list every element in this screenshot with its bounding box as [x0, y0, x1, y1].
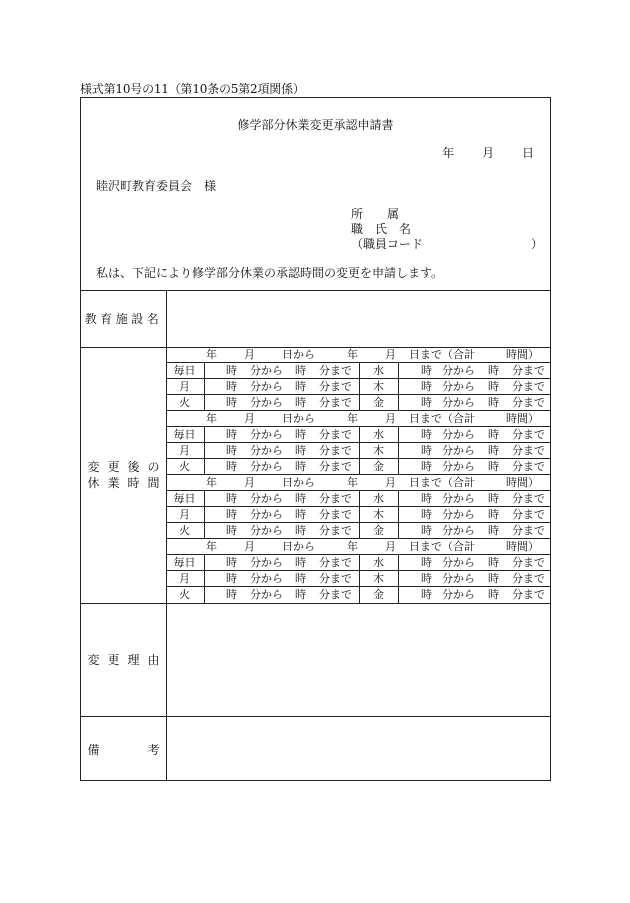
to-hour: 時 — [488, 556, 499, 569]
end-year: 年 — [347, 540, 358, 553]
to-minute: 分まで — [319, 588, 352, 601]
from-minute: 分から — [250, 364, 283, 377]
from-hour: 時 — [226, 428, 237, 441]
start-year: 年 — [206, 412, 217, 425]
cell-divider — [204, 523, 205, 538]
to-hour: 時 — [295, 460, 306, 473]
day-label: 金 — [373, 524, 384, 537]
day-label: 水 — [373, 364, 384, 377]
from-minute: 分から — [250, 588, 283, 601]
from-minute: 分から — [250, 508, 283, 521]
cell-divider — [398, 427, 399, 442]
end-year: 年 — [347, 348, 358, 361]
day-label: 水 — [373, 556, 384, 569]
from-hour: 時 — [226, 396, 237, 409]
cell-divider — [398, 571, 399, 586]
affiliation-label: 所 属 — [351, 207, 400, 221]
from-hour: 時 — [226, 588, 237, 601]
day-label: 金 — [373, 460, 384, 473]
to-minute: 分まで — [512, 508, 545, 521]
cell-divider — [398, 459, 399, 474]
start-day: 日から — [282, 540, 315, 553]
start-day: 日から — [282, 476, 315, 489]
from-minute: 分から — [442, 572, 475, 585]
from-hour: 時 — [226, 492, 237, 505]
from-hour: 時 — [421, 396, 432, 409]
end-month: 月 — [385, 348, 396, 361]
from-hour: 時 — [421, 492, 432, 505]
cell-divider — [204, 427, 205, 442]
from-minute: 分から — [250, 556, 283, 569]
cell-divider — [204, 379, 205, 394]
to-hour: 時 — [488, 444, 499, 457]
day-label: 火 — [179, 524, 190, 537]
cell-divider — [398, 395, 399, 410]
cell-divider — [204, 459, 205, 474]
day-row — [166, 427, 550, 443]
label-char: 更 — [107, 460, 120, 474]
to-hour: 時 — [488, 396, 499, 409]
to-minute: 分まで — [319, 556, 352, 569]
day-label: 金 — [373, 396, 384, 409]
from-minute: 分から — [250, 380, 283, 393]
start-year: 年 — [206, 348, 217, 361]
from-hour: 時 — [226, 380, 237, 393]
from-hour: 時 — [226, 508, 237, 521]
to-hour: 時 — [295, 492, 306, 505]
day-row — [166, 363, 550, 379]
to-minute: 分まで — [512, 396, 545, 409]
from-hour: 時 — [226, 364, 237, 377]
to-hour: 時 — [295, 396, 306, 409]
label-char: 変 — [87, 460, 100, 474]
start-year: 年 — [206, 476, 217, 489]
day-label: 火 — [179, 588, 190, 601]
day-label: 火 — [179, 396, 190, 409]
start-day: 日から — [282, 348, 315, 361]
from-hour: 時 — [421, 444, 432, 457]
applicant-block — [351, 207, 543, 252]
start-month: 月 — [244, 476, 255, 489]
to-hour: 時 — [488, 524, 499, 537]
reason-label — [81, 603, 166, 716]
from-hour: 時 — [226, 460, 237, 473]
day-label: 月 — [179, 572, 190, 585]
to-minute: 分まで — [512, 572, 545, 585]
from-minute: 分から — [442, 364, 475, 377]
to-minute: 分まで — [512, 524, 545, 537]
to-minute: 分まで — [319, 460, 352, 473]
end-day: 日まで（合計 — [409, 412, 475, 425]
day-label: 木 — [373, 572, 384, 585]
from-minute: 分から — [250, 460, 283, 473]
to-hour: 時 — [488, 588, 499, 601]
start-month: 月 — [244, 540, 255, 553]
from-hour: 時 — [226, 572, 237, 585]
month-label: 月 — [482, 146, 495, 160]
label-char: 後 — [127, 460, 140, 474]
day-label: 日 — [521, 146, 534, 160]
end-month: 月 — [385, 476, 396, 489]
to-hour: 時 — [295, 572, 306, 585]
form-number: 様式第10号の11（第10条の5第2項関係） — [80, 82, 305, 96]
start-month: 月 — [244, 412, 255, 425]
label-char: 業 — [107, 476, 120, 490]
day-label: 金 — [373, 588, 384, 601]
to-hour: 時 — [488, 460, 499, 473]
end-month: 月 — [385, 540, 396, 553]
period-row — [166, 539, 550, 555]
end-year: 年 — [347, 412, 358, 425]
from-minute: 分から — [250, 524, 283, 537]
date-line — [442, 144, 534, 161]
cell-divider — [204, 571, 205, 586]
form-title: 修学部分休業変更承認申請書 — [237, 118, 394, 132]
day-label: 木 — [373, 444, 384, 457]
cell-divider — [204, 507, 205, 522]
day-label: 月 — [179, 444, 190, 457]
cell-divider — [204, 395, 205, 410]
label-char: 備 — [87, 742, 100, 757]
end-day: 日まで（合計 — [409, 540, 475, 553]
to-minute: 分まで — [512, 588, 545, 601]
total-hours: 時間） — [506, 476, 539, 489]
to-minute: 分まで — [512, 444, 545, 457]
to-hour: 時 — [295, 524, 306, 537]
day-row — [166, 587, 550, 603]
facility-label — [81, 290, 166, 347]
label-char: 考 — [147, 742, 160, 757]
end-year: 年 — [347, 476, 358, 489]
day-row — [166, 523, 550, 539]
from-hour: 時 — [421, 380, 432, 393]
to-hour: 時 — [295, 428, 306, 441]
to-hour: 時 — [295, 556, 306, 569]
to-hour: 時 — [488, 572, 499, 585]
cell-divider — [398, 379, 399, 394]
notes-label — [81, 716, 166, 782]
cell-divider — [204, 555, 205, 570]
from-minute: 分から — [442, 396, 475, 409]
cell-divider — [398, 587, 399, 603]
label-char: 更 — [107, 653, 120, 667]
to-minute: 分まで — [319, 380, 352, 393]
label-char: 由 — [147, 653, 160, 667]
from-minute: 分から — [442, 492, 475, 505]
from-minute: 分から — [442, 556, 475, 569]
to-minute: 分まで — [319, 492, 352, 505]
day-row — [166, 571, 550, 587]
from-minute: 分から — [442, 380, 475, 393]
from-minute: 分から — [442, 444, 475, 457]
day-label: 木 — [373, 380, 384, 393]
day-row — [166, 379, 550, 395]
period-row — [166, 347, 550, 363]
to-minute: 分まで — [319, 524, 352, 537]
from-minute: 分から — [442, 428, 475, 441]
to-minute: 分まで — [319, 444, 352, 457]
start-year: 年 — [206, 540, 217, 553]
day-label: 月 — [179, 380, 190, 393]
to-hour: 時 — [295, 508, 306, 521]
day-row — [166, 491, 550, 507]
from-minute: 分から — [250, 444, 283, 457]
from-hour: 時 — [421, 508, 432, 521]
to-hour: 時 — [488, 492, 499, 505]
day-label: 火 — [179, 460, 190, 473]
from-hour: 時 — [421, 428, 432, 441]
cell-divider — [204, 443, 205, 458]
from-minute: 分から — [442, 588, 475, 601]
day-row — [166, 555, 550, 571]
to-minute: 分まで — [319, 572, 352, 585]
label-char: 休 — [87, 476, 100, 490]
schedule-grid — [166, 347, 550, 603]
application-form — [80, 97, 551, 781]
day-label: 毎日 — [173, 556, 196, 569]
start-month: 月 — [244, 348, 255, 361]
label-char: の — [147, 460, 160, 474]
day-label: 毎日 — [173, 364, 196, 377]
label-char: 変 — [87, 653, 100, 667]
from-minute: 分から — [442, 524, 475, 537]
to-hour: 時 — [488, 364, 499, 377]
cell-divider — [204, 587, 205, 603]
day-label: 毎日 — [173, 428, 196, 441]
cell-divider — [398, 555, 399, 570]
cell-divider — [398, 507, 399, 522]
end-day: 日まで（合計 — [409, 348, 475, 361]
name-label: 職 氏 名 — [351, 222, 412, 236]
from-minute: 分から — [250, 572, 283, 585]
employee-code-label: （職員コード — [351, 237, 424, 251]
to-minute: 分まで — [512, 460, 545, 473]
to-minute: 分まで — [512, 364, 545, 377]
cell-divider — [398, 363, 399, 378]
day-label: 月 — [179, 508, 190, 521]
to-hour: 時 — [488, 428, 499, 441]
label-char: 理 — [127, 653, 140, 667]
from-hour: 時 — [421, 364, 432, 377]
facility-label-text: 教育施設名 — [84, 312, 163, 326]
to-hour: 時 — [488, 380, 499, 393]
label-char: 時 — [127, 476, 140, 490]
from-hour: 時 — [421, 588, 432, 601]
employee-code-close: ） — [530, 237, 543, 251]
from-hour: 時 — [421, 524, 432, 537]
total-hours: 時間） — [506, 348, 539, 361]
total-hours: 時間） — [506, 412, 539, 425]
day-label: 毎日 — [173, 492, 196, 505]
to-hour: 時 — [295, 444, 306, 457]
cell-divider — [204, 363, 205, 378]
cell-divider — [398, 491, 399, 506]
from-minute: 分から — [250, 492, 283, 505]
day-label: 木 — [373, 508, 384, 521]
to-hour: 時 — [295, 380, 306, 393]
cell-divider — [204, 491, 205, 506]
to-hour: 時 — [295, 364, 306, 377]
to-minute: 分まで — [512, 492, 545, 505]
day-row — [166, 459, 550, 475]
from-minute: 分から — [442, 460, 475, 473]
to-minute: 分まで — [512, 556, 545, 569]
year-label: 年 — [442, 146, 455, 160]
period-row — [166, 411, 550, 427]
to-minute: 分まで — [319, 508, 352, 521]
end-month: 月 — [385, 412, 396, 425]
end-day: 日まで（合計 — [409, 476, 475, 489]
label-char: 間 — [147, 476, 160, 490]
from-minute: 分から — [250, 396, 283, 409]
from-hour: 時 — [421, 460, 432, 473]
period-row — [166, 475, 550, 491]
day-label: 水 — [373, 492, 384, 505]
cell-divider — [398, 443, 399, 458]
to-minute: 分まで — [512, 380, 545, 393]
from-hour: 時 — [226, 444, 237, 457]
day-row — [166, 507, 550, 523]
to-minute: 分まで — [512, 428, 545, 441]
day-label: 水 — [373, 428, 384, 441]
start-day: 日から — [282, 412, 315, 425]
to-minute: 分まで — [319, 428, 352, 441]
to-hour: 時 — [488, 508, 499, 521]
from-hour: 時 — [421, 556, 432, 569]
to-hour: 時 — [295, 588, 306, 601]
to-minute: 分まで — [319, 364, 352, 377]
statement: 私は、下記により修学部分休業の承認時間の変更を申請します。 — [96, 266, 444, 280]
total-hours: 時間） — [506, 540, 539, 553]
from-minute: 分から — [250, 428, 283, 441]
from-hour: 時 — [421, 572, 432, 585]
from-minute: 分から — [442, 508, 475, 521]
day-row — [166, 443, 550, 459]
changed-time-label — [81, 347, 166, 603]
from-hour: 時 — [226, 524, 237, 537]
cell-divider — [398, 523, 399, 538]
to-minute: 分まで — [319, 396, 352, 409]
from-hour: 時 — [226, 556, 237, 569]
day-row — [166, 395, 550, 411]
addressee: 睦沢町教育委員会 様 — [96, 179, 217, 193]
